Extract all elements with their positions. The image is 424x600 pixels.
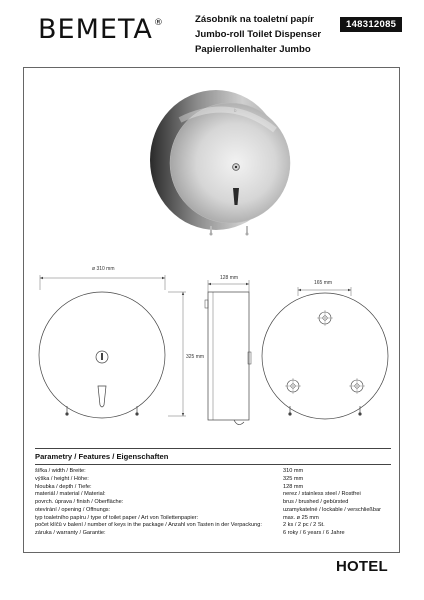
title-german: Papierrollenhalter Jumbo (195, 44, 311, 55)
brand-logo: BEMETA® (38, 14, 164, 45)
front-view-drawing (39, 275, 186, 418)
dimension-height: 325 mm (186, 354, 205, 360)
table-row: materiál / material / Material: nerez / stainless steel / Rostfrei (35, 491, 361, 498)
table-row: hloubka / depth / Tiefe: 128 mm (35, 483, 304, 490)
divider-top (35, 448, 391, 449)
params-table (35, 468, 395, 538)
table-row: šířka / width / Breite: 310 mm (35, 468, 304, 474)
dimension-mount: 165 mm (314, 280, 333, 286)
params-heading: Parametry / Features / Eigenschaften (35, 452, 169, 461)
title-czech: Zásobník na toaletní papír (195, 14, 314, 25)
svg-text:b: b (234, 108, 237, 113)
table-row: typ toaletního papíru / type of toilet paper / Art von Toilettenpapier: max. ø 25 mm (35, 514, 319, 521)
table-row: otevírání / opening / Öffnungs: uzamykatelné / lockable / verschließbar (35, 506, 381, 513)
segment-label: HOTEL (336, 558, 388, 575)
table-row: záruka / warranty / Garantie: 6 roky / 6 years / 6 Jahre (35, 530, 345, 536)
table-row: výška / height / Höhe: 325 mm (35, 475, 304, 482)
product-photo (150, 90, 290, 236)
back-view-drawing (262, 287, 388, 419)
dimension-depth: 128 mm (220, 275, 239, 281)
table-row: počet klíčů v balení / number of keys in the package / Anzahl von Tasten in der Verpackung: 2 ks / 2 pc / 2 St. (35, 522, 325, 529)
table-row: povrch. úprava / finish / Oberfläche: brus / brushed / gebürsted (35, 499, 349, 505)
dimension-diameter: ø 310 mm (92, 266, 115, 272)
side-view-drawing (205, 280, 251, 425)
product-code-badge: 148312085 (340, 17, 402, 32)
title-english: Jumbo-roll Toilet Dispenser (195, 29, 322, 40)
divider-params (35, 464, 391, 465)
